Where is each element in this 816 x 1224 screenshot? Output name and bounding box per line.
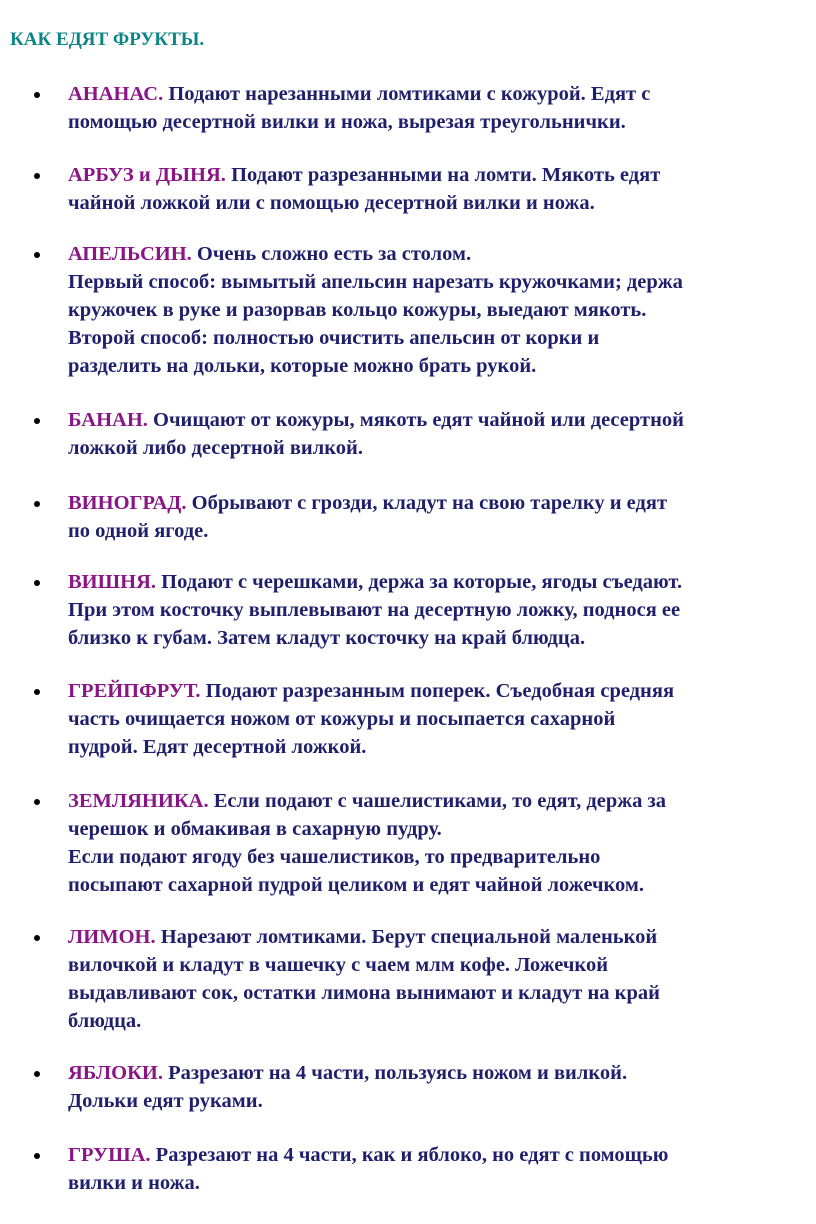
item-line	[68, 1007, 806, 1035]
item-text: Второй способ: полностью очистить апельсин от корки и	[68, 327, 600, 349]
bullet-icon	[34, 252, 40, 258]
list-item	[0, 80, 816, 136]
item-text: Если подают ягоду без чашелистиков, то предварительно	[68, 846, 601, 868]
item-text: Подают с черешками, держа за которые, ягоды съедают.	[156, 571, 683, 593]
item-line	[68, 624, 806, 652]
fruit-name: АНАНАС.	[68, 83, 164, 105]
item-text: Подают разрезанным поперек. Съедобная средняя	[200, 680, 675, 702]
list-item	[0, 489, 816, 545]
fruit-name: ВИШНЯ.	[68, 571, 157, 593]
item-line	[68, 1141, 806, 1169]
fruit-name: ЯБЛОКИ.	[68, 1062, 164, 1084]
fruit-name: ГРУША.	[68, 1144, 151, 1166]
item-line	[68, 596, 806, 624]
page-title: КАК ЕДЯТ ФРУКТЫ.	[10, 29, 205, 50]
fruit-name: ВИНОГРАД.	[68, 492, 187, 514]
bullet-icon	[34, 689, 40, 695]
item-line	[68, 268, 806, 296]
fruit-name: АРБУЗ и ДЫНЯ.	[68, 164, 226, 186]
bullet-icon	[34, 92, 40, 98]
item-text: Нарезают ломтиками. Берут специальной маленькой	[155, 926, 658, 948]
bullet-icon	[34, 173, 40, 179]
item-line	[68, 979, 806, 1007]
list-item	[0, 787, 816, 899]
item-text: Разрезают на 4 части, как и яблоко, но едят с помощью	[150, 1144, 669, 1166]
fruit-name: ГРЕЙПФРУТ.	[68, 680, 201, 702]
item-line	[68, 434, 806, 462]
item-text: кружочек в руке и разорвав кольцо кожуры, выедают мякоть.	[68, 299, 647, 321]
item-line	[68, 1169, 806, 1197]
item-line	[68, 352, 806, 380]
item-text: вилки и ножа.	[68, 1172, 200, 1194]
item-line	[68, 517, 806, 545]
item-text: Подают разрезанными на ломти. Мякоть едят	[225, 164, 661, 186]
item-text: выдавливают сок, остатки лимона вынимают и кладут на край	[68, 982, 660, 1004]
item-line	[68, 871, 806, 899]
item-text: блюдца.	[68, 1010, 142, 1032]
bullet-icon	[34, 1071, 40, 1077]
item-text: по одной ягоде.	[68, 520, 209, 542]
list-item	[0, 161, 816, 217]
bullet-icon	[34, 1153, 40, 1159]
item-text: Дольки едят руками.	[68, 1090, 263, 1112]
item-line	[68, 733, 806, 761]
list-item	[0, 923, 816, 1035]
bullet-icon	[34, 935, 40, 941]
list-item	[0, 240, 816, 380]
item-text: Разрезают на 4 части, пользуясь ножом и вилкой.	[163, 1062, 628, 1084]
item-line	[68, 1087, 806, 1115]
item-line	[68, 951, 806, 979]
fruit-name: БАНАН.	[68, 409, 148, 431]
item-text: пудрой. Едят десертной ложкой.	[68, 736, 367, 758]
item-text: ложкой либо десертной вилкой.	[68, 437, 363, 459]
fruit-name: АПЕЛЬСИН.	[68, 243, 192, 265]
item-line	[68, 161, 806, 189]
list-item	[0, 677, 816, 761]
item-line	[68, 108, 806, 136]
item-line	[68, 923, 806, 951]
item-line	[68, 705, 806, 733]
item-line	[68, 815, 806, 843]
item-line	[68, 240, 806, 268]
bullet-icon	[34, 418, 40, 424]
list-item	[0, 1059, 816, 1115]
item-text: При этом косточку выплевывают на десертную ложку, поднося ее	[68, 599, 681, 621]
item-line	[68, 406, 806, 434]
item-text: Очень сложно есть за столом.	[191, 243, 472, 265]
item-line	[68, 1059, 806, 1087]
item-text: Первый способ: вымытый апельсин нарезать кружочками; держа	[68, 271, 683, 293]
item-line	[68, 489, 806, 517]
item-line	[68, 677, 806, 705]
bullet-icon	[34, 580, 40, 586]
bullet-icon	[34, 501, 40, 507]
item-text: посыпают сахарной пудрой целиком и едят чайной ложечком.	[68, 874, 645, 896]
list-item	[0, 1141, 816, 1197]
item-text: близко к губам. Затем кладут косточку на край блюдца.	[68, 627, 586, 649]
item-text: разделить на дольки, которые можно брать рукой.	[68, 355, 537, 377]
item-text: вилочкой и кладут в чашечку с чаем млм кофе. Ложечкой	[68, 954, 609, 976]
item-text: Подают нарезанными ломтиками с кожурой. Едят с	[163, 83, 651, 105]
fruit-name: ЗЕМЛЯНИКА.	[68, 790, 209, 812]
item-line	[68, 568, 806, 596]
item-text: помощью десертной вилки и ножа, вырезая треугольнички.	[68, 111, 626, 133]
item-line	[68, 189, 806, 217]
item-line	[68, 80, 806, 108]
list-item	[0, 568, 816, 652]
item-line	[68, 843, 806, 871]
fruit-name: ЛИМОН.	[68, 926, 156, 948]
item-text: Очищают от кожуры, мякоть едят чайной или десертной	[147, 409, 684, 431]
item-line	[68, 296, 806, 324]
list-item	[0, 406, 816, 462]
item-text: Обрывают с грозди, кладут на свою тарелку и едят	[186, 492, 668, 514]
item-text: черешок и обмакивая в сахарную пудру.	[68, 818, 442, 840]
bullet-icon	[34, 799, 40, 805]
item-line	[68, 787, 806, 815]
item-text: часть очищается ножом от кожуры и посыпается сахарной	[68, 708, 616, 730]
item-line	[68, 324, 806, 352]
item-text: чайной ложкой или с помощью десертной вилки и ножа.	[68, 192, 595, 214]
item-text: Если подают с чашелистиками, то едят, держа за	[208, 790, 666, 812]
